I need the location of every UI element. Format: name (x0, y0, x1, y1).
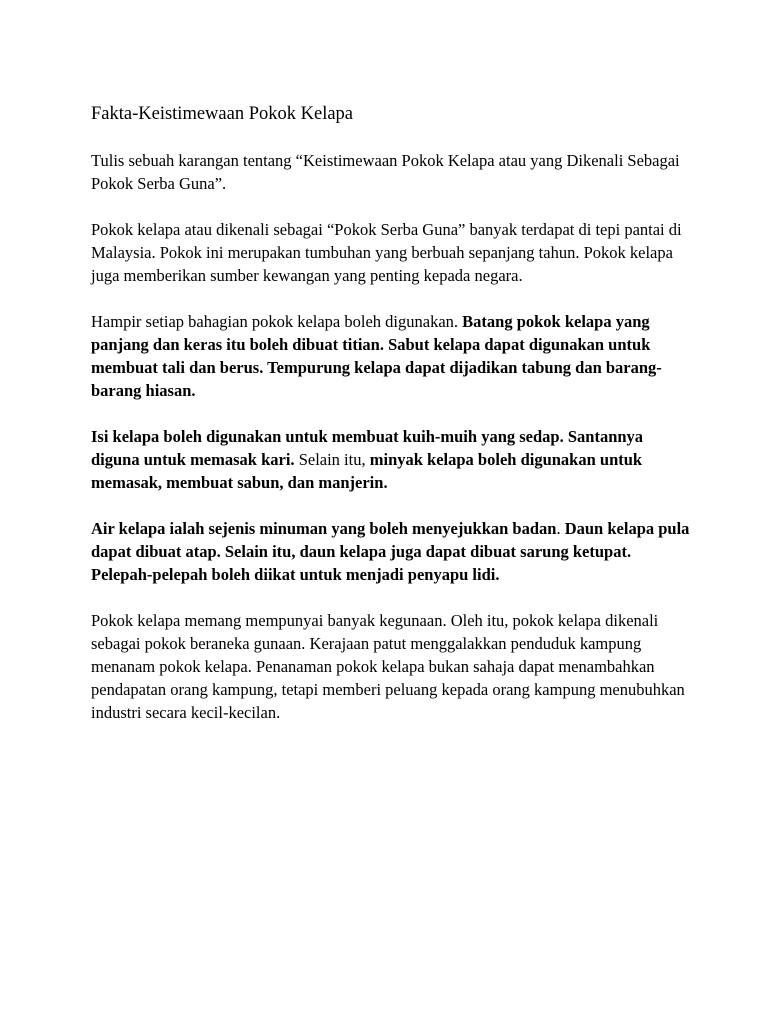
document-page (91, 100, 691, 724)
flesh-bold-text: Isi kelapa boleh digunakan untuk membuat kuih-muih yang sedap. Santannya diguna untuk memasak kari. (91, 427, 644, 469)
intro-paragraph: Pokok kelapa atau dikenali sebagai “Pokok Serba Guna” banyak terdapat di tepi pantai di Malaysia. Pokok ini merupakan tumbuhan yang berbuah sepanjang tahun. Pokok kelapa juga memberikan sumber kewangan yang penting kepada negara. (91, 220, 682, 285)
essay-prompt: Tulis sebuah karangan tentang “Keistimewaan Pokok Kelapa atau yang Dikenali Sebagai Pokok Serba Guna”. (91, 151, 680, 193)
uses-paragraph (91, 310, 691, 402)
uses-lead-text: Hampir setiap bahagian pokok kelapa boleh digunakan. (91, 312, 463, 331)
oil-bold-text: minyak kelapa boleh digunakan untuk memasak, membuat sabun, dan manjerin. (91, 450, 643, 492)
flesh-oil-paragraph (91, 425, 691, 494)
leaf-bold-text: Daun kelapa pula dapat dibuat atap. Selain itu, daun kelapa juga dapat dibuat sarung ketupat. Pelepah-pelepah boleh diikat untuk menjadi penyapu lidi. (91, 519, 690, 584)
water-normal-text: . (556, 519, 565, 538)
flesh-normal-text: Selain itu, (294, 450, 370, 469)
document-title: Fakta-Keistimewaan Pokok Kelapa (91, 104, 354, 124)
uses-bold-text: Batang pokok kelapa yang panjang dan keras itu boleh dibuat titian. Sabut kelapa dapat digunakan untuk membuat tali dan berus. Tempurung kelapa dapat dijadikan tabung dan barang-barang hiasan. (91, 312, 662, 400)
conclusion-paragraph: Pokok kelapa memang mempunyai banyak kegunaan. Oleh itu, pokok kelapa dikenali sebagai pokok beraneka gunaan. Kerajaan patut menggalakkan penduduk kampung menanam pokok kelapa. Penanaman pokok kelapa bukan sahaja dapat menambahkan pendapatan orang kampung, tetapi memberi peluang kepada orang kampung menubuhkan industri secara kecil-kecilan. (91, 611, 685, 722)
water-bold-text: Air kelapa ialah sejenis minuman yang boleh menyejukkan badan (91, 519, 557, 538)
water-leaf-paragraph (91, 517, 691, 586)
